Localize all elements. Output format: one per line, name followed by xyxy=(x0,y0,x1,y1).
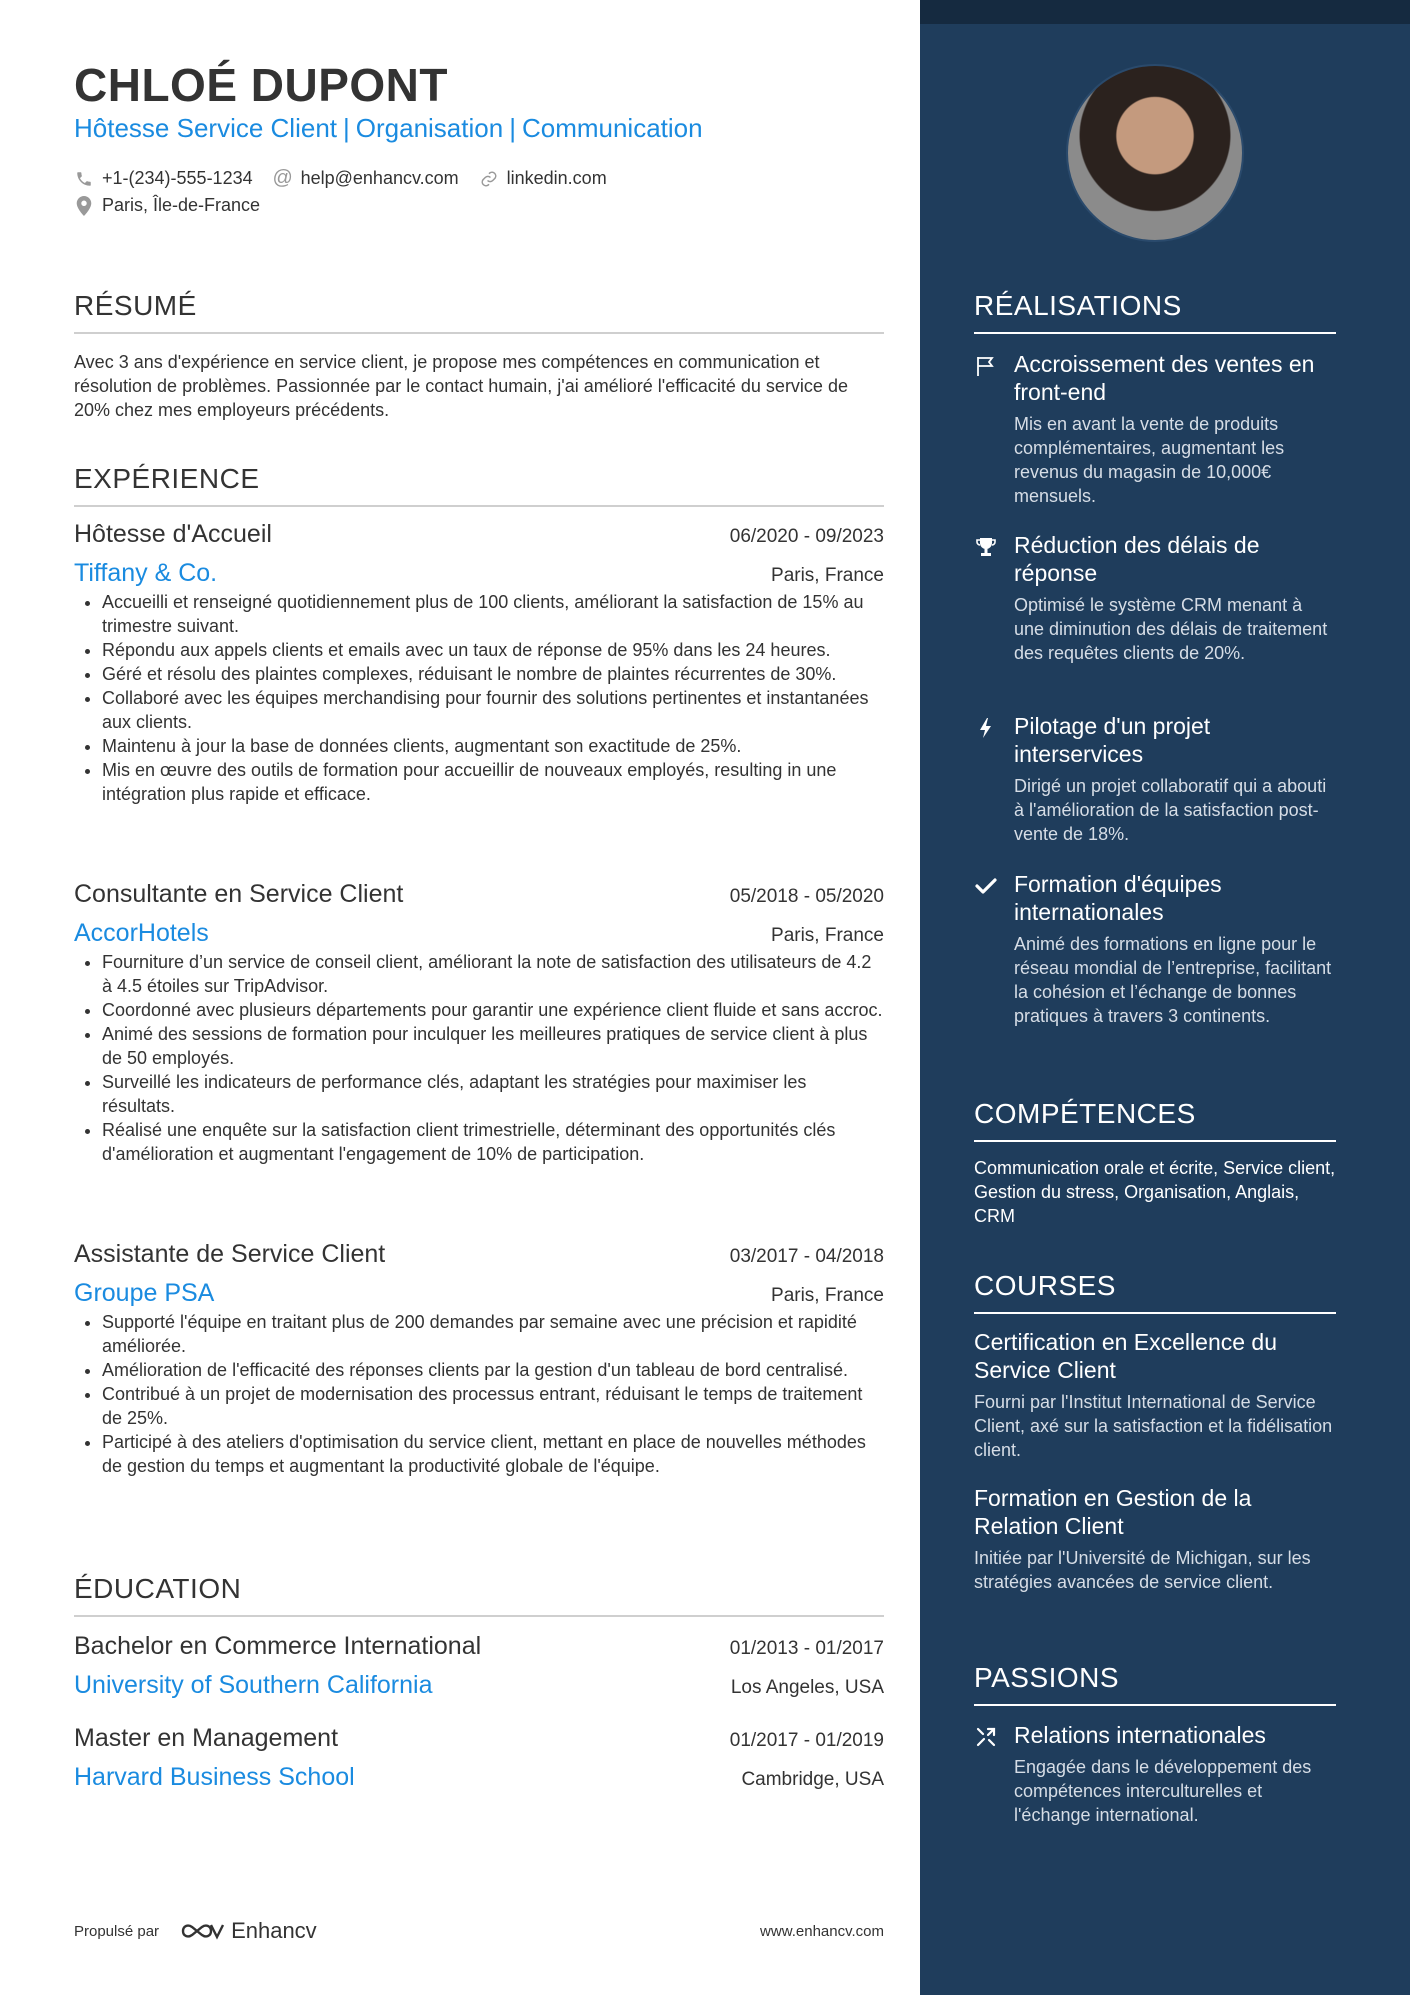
location-text: Paris, Île-de-France xyxy=(102,195,261,215)
job-title: Hôtesse d'Accueil xyxy=(74,520,272,548)
job-entry xyxy=(74,520,884,806)
course-desc: Fourni par l'Institut International de Service Client, axé sur la satisfaction et la fidélisation client. xyxy=(974,1392,1333,1460)
achievement-item xyxy=(974,712,1336,846)
achievement-desc: Dirigé un projet collaboratif qui a abouti à l'amélioration de la satisfaction post-vente de 18%. xyxy=(1014,776,1327,844)
education-entry xyxy=(74,1724,884,1792)
enhancv-logo-icon xyxy=(179,1919,225,1943)
email-text: help@enhancv.com xyxy=(300,168,459,188)
education-dates: 01/2013 - 01/2017 xyxy=(729,1638,884,1659)
education-dates: 01/2017 - 01/2019 xyxy=(729,1730,884,1751)
job-dates: 03/2017 - 04/2018 xyxy=(729,1246,884,1267)
at-icon: @ xyxy=(272,167,293,189)
experience-title: EXPÉRIENCE xyxy=(74,463,884,507)
tagline xyxy=(74,113,703,144)
course-title: Certification en Excellence du Service Client xyxy=(974,1329,1277,1383)
course-title: Formation en Gestion de la Relation Client xyxy=(974,1485,1252,1539)
achievement-desc: Animé des formations en ligne pour le réseau mondial de l’entreprise, facilitant la cohésion et l’échange de bonnes pratiques à travers 3 continents. xyxy=(1014,934,1332,1026)
email-contact[interactable] xyxy=(273,168,459,189)
achievement-item xyxy=(974,531,1336,665)
company-name[interactable]: AccorHotels xyxy=(74,919,209,947)
tagline-item: Communication xyxy=(521,113,703,143)
course-item xyxy=(974,1328,1336,1462)
bullet-item: • Accueilli et renseigné quotidiennement plus de 100 clients, améliorant la satisfaction de 15% au trimestre suivant. xyxy=(102,590,884,638)
phone-icon xyxy=(74,169,94,189)
bullet-item: • Contribué à un projet de modernisation des processus entrant, réduisant le temps de traitement de 25%. xyxy=(102,1382,884,1430)
bullet-item: • Animé des sessions de formation pour inculquer les meilleures pratiques de service client à plus de 50 employés. xyxy=(102,1022,884,1070)
route-icon xyxy=(974,1725,998,1749)
degree-title: Bachelor en Commerce International xyxy=(74,1632,482,1660)
skills-list: Communication orale et écrite, Service client, Gestion du stress, Organisation, Anglais, CRM xyxy=(974,1158,1336,1226)
enhancv-logo[interactable] xyxy=(179,1918,317,1944)
bullet-item: • Géré et résolu des plaintes complexes, réduisant le nombre de plaintes récurrentes de 30%. xyxy=(102,662,884,686)
flag-icon xyxy=(974,354,998,378)
bullet-item: • Amélioration de l'efficacité des réponses clients par la gestion d'un tableau de bord centralisé. xyxy=(102,1358,884,1382)
footer xyxy=(74,1918,884,1944)
passion-title: Relations internationales xyxy=(1014,1722,1266,1748)
contact-info xyxy=(74,165,627,219)
powered-by-text: Propulsé par xyxy=(74,1922,160,1940)
bullet-item: • Supporté l'équipe en traitant plus de 200 demandes par semaine avec une précision et rapidité améliorée. xyxy=(102,1310,884,1358)
education-entry xyxy=(74,1632,884,1700)
education-title: ÉDUCATION xyxy=(74,1573,884,1617)
passion-desc: Engagée dans le développement des compétences interculturelles et l'échange international. xyxy=(1014,1757,1312,1825)
job-dates: 06/2020 - 09/2023 xyxy=(729,526,884,547)
check-icon xyxy=(974,874,998,898)
tagline-separator: | xyxy=(509,113,516,143)
job-bullets xyxy=(74,1310,884,1478)
summary-text: Avec 3 ans d'expérience en service client, je propose mes compétences en communication et résolution de problèmes. Passionnée par le contact humain, j'ai amélioré l'efficacité du service de 20% chez mes employeurs précédents. xyxy=(74,352,848,420)
achievement-title: Formation d'équipes internationales xyxy=(1014,871,1222,925)
course-item xyxy=(974,1484,1336,1594)
school-location: Cambridge, USA xyxy=(741,1769,884,1790)
achievement-item xyxy=(974,870,1336,1028)
tagline-separator: | xyxy=(343,113,350,143)
sidebar-top-band xyxy=(920,0,1410,24)
job-title: Consultante en Service Client xyxy=(74,880,404,908)
linkedin-contact[interactable] xyxy=(479,168,607,189)
school-name[interactable]: Harvard Business School xyxy=(74,1763,355,1791)
job-location: Paris, France xyxy=(771,925,884,946)
footer-url[interactable]: www.enhancv.com xyxy=(760,1922,884,1940)
degree-title: Master en Management xyxy=(74,1724,339,1752)
achievement-title: Pilotage d'un projet interservices xyxy=(1014,713,1211,767)
achievement-title: Accroissement des ventes en front-end xyxy=(1014,351,1315,405)
school-name[interactable]: University of Southern California xyxy=(74,1671,433,1699)
summary-title: RÉSUMÉ xyxy=(74,290,884,334)
courses-title: COURSES xyxy=(974,1270,1336,1314)
link-icon xyxy=(479,169,499,189)
job-bullets xyxy=(74,590,884,806)
trophy-icon xyxy=(974,535,998,559)
bullet-item: • Participé à des ateliers d'optimisation du service client, mettant en place de nouvelles méthodes de gestion du temps et augmentant la productivité globale de l'équipe. xyxy=(102,1430,884,1478)
passion-item xyxy=(974,1721,1336,1827)
bullet-item: • Fourniture d’un service de conseil client, améliorant la note de satisfaction des utilisateurs de 4.2 à 4.5 étoiles sur TripAdvisor. xyxy=(102,950,884,998)
linkedin-text: linkedin.com xyxy=(506,168,607,188)
bullet-item: • Surveillé les indicateurs de performance clés, adaptant les stratégies pour maximiser les résultats. xyxy=(102,1070,884,1118)
job-location: Paris, France xyxy=(771,1285,884,1306)
tagline-item: Hôtesse Service Client xyxy=(74,113,337,143)
avatar xyxy=(1066,64,1244,242)
company-name[interactable]: Groupe PSA xyxy=(74,1279,215,1307)
phone-text: +1-(234)-555-1234 xyxy=(102,168,253,188)
sidebar xyxy=(920,0,1410,1995)
bullet-item: • Coordonné avec plusieurs départements pour garantir une expérience client fluide et sans accroc. xyxy=(102,998,884,1022)
job-entry xyxy=(74,1240,884,1478)
bullet-item: • Maintenu à jour la base de données clients, augmentant son exactitude de 25%. xyxy=(102,734,884,758)
phone-contact[interactable] xyxy=(74,168,253,189)
tagline-item: Organisation xyxy=(355,113,504,143)
brand-name: Enhancv xyxy=(231,1918,317,1943)
location-pin-icon xyxy=(74,196,94,216)
passions-title: PASSIONS xyxy=(974,1662,1336,1706)
achievement-desc: Optimisé le système CRM menant à une diminution des délais de traitement des requêtes clients de 20%. xyxy=(1014,595,1328,663)
achievement-title: Réduction des délais de réponse xyxy=(1014,532,1260,586)
achievements-title: RÉALISATIONS xyxy=(974,290,1336,334)
job-location: Paris, France xyxy=(771,565,884,586)
bullet-item: • Réalisé une enquête sur la satisfaction client trimestrielle, déterminant des opportunités clés d'amélioration et augmentant l'engagement de 10% de participation. xyxy=(102,1118,884,1166)
job-title: Assistante de Service Client xyxy=(74,1240,386,1268)
achievement-item xyxy=(974,350,1336,508)
company-name[interactable]: Tiffany & Co. xyxy=(74,559,218,587)
lightning-icon xyxy=(974,716,998,740)
skills-title: COMPÉTENCES xyxy=(974,1098,1336,1142)
job-bullets xyxy=(74,950,884,1166)
job-dates: 05/2018 - 05/2020 xyxy=(729,886,884,907)
bullet-item: • Répondu aux appels clients et emails avec un taux de réponse de 95% dans les 24 heures. xyxy=(102,638,884,662)
bullet-item: • Collaboré avec les équipes merchandising pour fournir des solutions pertinentes et instantanées aux clients. xyxy=(102,686,884,734)
achievement-desc: Mis en avant la vente de produits complémentaires, augmentant les revenus du magasin de 10,000€ mensuels. xyxy=(1014,414,1285,506)
school-location: Los Angeles, USA xyxy=(730,1677,884,1698)
location-contact xyxy=(74,195,260,216)
job-entry xyxy=(74,880,884,1166)
candidate-name: CHLOÉ DUPONT xyxy=(74,59,448,111)
bullet-item: • Mis en œuvre des outils de formation pour accueillir de nouveaux employés, resulting in une intégration plus rapide et efficace. xyxy=(102,758,884,806)
course-desc: Initiée par l'Université de Michigan, sur les stratégies avancées de service client. xyxy=(974,1548,1311,1592)
